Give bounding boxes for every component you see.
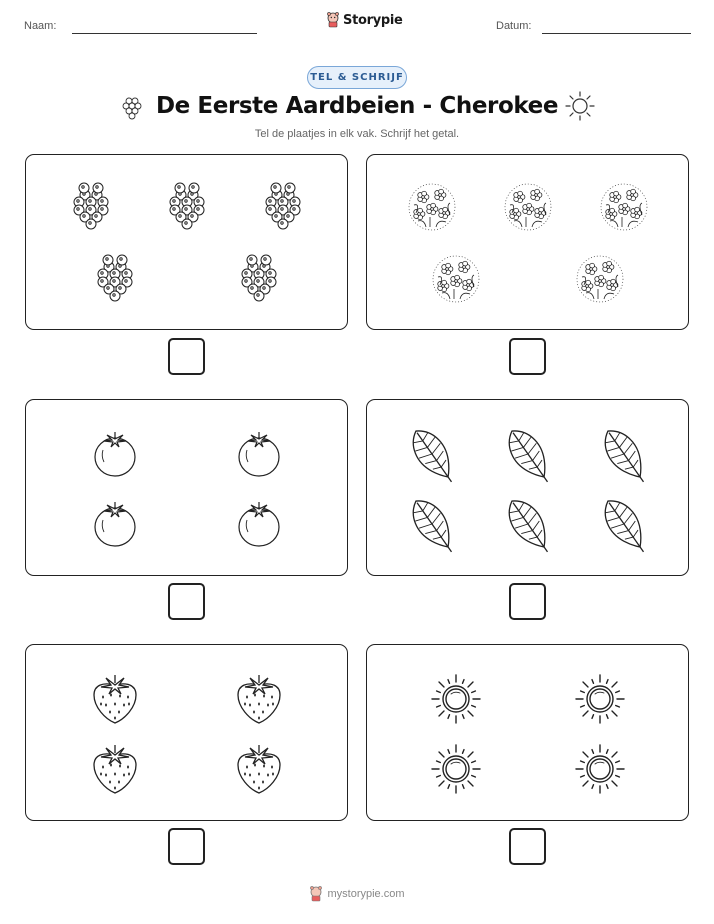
strawberry-group	[26, 645, 349, 822]
flower-cluster-icon-1	[409, 184, 455, 230]
flower-cluster-icon-2	[505, 184, 551, 230]
answer-box-3[interactable]	[168, 583, 205, 620]
answer-box-6[interactable]	[509, 828, 546, 865]
sun-icon-4	[576, 745, 624, 793]
flower-cluster-group	[367, 155, 690, 331]
strawberry-icon-3	[94, 745, 136, 793]
leaf-icon-1	[404, 423, 463, 490]
footer-website[interactable]: mystorypie.com	[327, 888, 405, 900]
strawberry-icon-4	[238, 745, 280, 793]
leaf-icon-5	[500, 493, 559, 560]
activity-badge: TEL & SCHRIJF	[307, 66, 407, 89]
answer-box-5[interactable]	[168, 828, 205, 865]
exercise-panel-5	[25, 644, 348, 821]
flower-cluster-icon-5	[577, 256, 623, 302]
name-line[interactable]	[72, 33, 257, 34]
sun-group	[367, 645, 690, 822]
sun-icon-3	[432, 745, 480, 793]
storypie-logo-icon	[309, 886, 323, 902]
flower-cluster-icon-3	[601, 184, 647, 230]
leaf-icon-3	[596, 423, 655, 490]
exercise-panel-1	[25, 154, 348, 330]
exercise-panel-4	[366, 399, 689, 576]
leaf-icon-2	[500, 423, 559, 490]
date-label: Datum:	[496, 20, 532, 32]
blackberry-icon-3	[266, 183, 300, 229]
instructions: Tel de plaatjes in elk vak. Schrijf het getal.	[254, 128, 460, 140]
leaf-icon-4	[404, 493, 463, 560]
answer-box-1[interactable]	[168, 338, 205, 375]
blackberry-icon-4	[98, 255, 132, 301]
blackberry-group	[26, 155, 349, 331]
strawberry-icon-1	[94, 675, 136, 723]
tomato-icon-4	[239, 502, 279, 546]
footer	[0, 886, 714, 902]
leaf-group	[367, 400, 690, 577]
tomato-group	[26, 400, 349, 577]
brand-name: Storypie	[343, 12, 403, 28]
blackberry-icon-2	[170, 183, 204, 229]
tomato-icon-3	[95, 502, 135, 546]
exercise-panel-6	[366, 644, 689, 821]
tomato-icon-2	[239, 432, 279, 476]
date-line[interactable]	[542, 33, 691, 34]
page-title: De Eerste Aardbeien - Cherokee	[155, 93, 559, 119]
brand	[326, 12, 403, 28]
answer-box-2[interactable]	[509, 338, 546, 375]
sun-icon-2	[576, 675, 624, 723]
name-label: Naam:	[24, 20, 57, 32]
sun-icon-1	[432, 675, 480, 723]
strawberry-icon-2	[238, 675, 280, 723]
exercise-panel-2	[366, 154, 689, 330]
tomato-icon-1	[95, 432, 135, 476]
blackberry-icon-1	[74, 183, 108, 229]
sun-icon	[565, 91, 595, 121]
answer-box-4[interactable]	[509, 583, 546, 620]
blackberry-icon-5	[242, 255, 276, 301]
storypie-logo-icon	[326, 12, 340, 28]
leaf-icon-6	[596, 493, 655, 560]
flower-cluster-icon-4	[433, 256, 479, 302]
exercise-panel-3	[25, 399, 348, 576]
